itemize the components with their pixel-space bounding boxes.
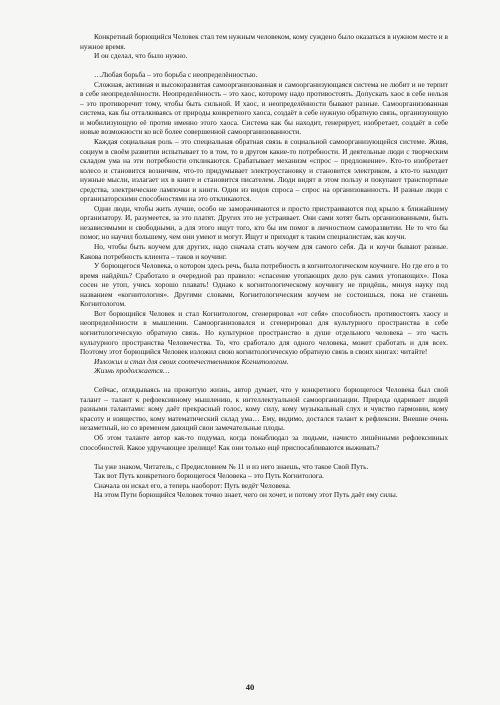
paragraph: Так вот Путь конкретного борющегося Человека – это Путь Когнитолога. [94,471,324,481]
paragraph: Но, чтобы быть коучем для других, надо сначала стать коучем для самого себя. Да и коучи бывают разные. Какова потребность клиента – таков и коучинг. [80,242,448,261]
paragraph: Жизнь продолжается… [94,366,170,376]
paragraph: Одни люди, чтобы жить лучше, особо не заморачиваются и просто пристраиваются под крыло к ближайшему организатору. И, разумеется, за это платят. Других это не устраивает. Они сами хотят быть организованными, быть независимыми и свободными, а для этого ищут того, кто бы им помог в личностном саморазвитии. Не то что бы помог, но научил большему, чем они умеют и могут. Ищут и приходят к таким специалистам, как коучи. [80,203,448,242]
paragraph: У борющегося Человека, о котором здесь речь, была потребность в когнитологическом коучинге. Но где его в то время найдёшь? Сработало в очередной раз правило: «спасение утопающих дело рук самих утопающих». Пока сосен не утоп, учись хорошо плавать! Однако к когнитологическому коучингу не придёшь, минуя науку под названием «когнитология». Другими словами, Когнитологическим коучем не состоишься, пока не станешь Когнитологом. [80,261,448,309]
paragraph-spacer [80,61,448,71]
paragraph: Каждая социальная роль – это специальная обратная связь в социальной самоорганизующейся системе. Живя, социум в своём развитии испытывает то в том, то в другом какие-то потребности. И деятельные люди с творческим складом ума на эти потребности откликаются. Срабатывает механизм «спрос – предложение». Кто-то изобретает колесо и становится возничим, что-то придумывает электроустановку и становится электриком, а кто-то находит нужные мысли, излагает их в книге и становится писателем. Люди видят в этом пользу и покупают транспортные средства, электрические лампочки и книги. Один из видов спроса – спрос на организованность. И разные люди с организаторскими способностями на это откликаются. [80,137,448,204]
paragraph: Сначала он искал его, а теперь наоборот: Путь ведёт Человека. [94,480,291,490]
paragraph: Об этом таланте автор как-то подумал, когда понаблюдал за людьми, начисто лишёнными рефлексивных способностей. Какое удручающее зрелище! Как они только ещё приспосабливаются выживать? [80,432,448,452]
paragraph: Вот борющийся Человек и стал Когнитологом, сгенерировал «от себя» способность противостоять хаосу и неопределённости в мышлении. Самоорганизовался и сгенерировал для культурного пространства в себе когнитологическую обратную связь. Но культурное пространство в душе отдельного человека – это часть культурного пространства Человечества. То, что сработало для одного человека, может сработать и для всех. Поэтому этот борющийся Человек изложил свою когнитологическую обратную связь в своих книгах: читайте! [80,308,448,357]
page-body [80,32,448,500]
paragraph: …Любая борьба – это борьба с неопределённостью. [94,70,258,80]
page-number: 40 [245,682,255,692]
paragraph-spacer [80,376,448,386]
paragraph: Конкретный борющийся Человек стал тем нужным человеком, кому суждено было оказаться в нужном месте и в нужное время. [80,32,448,51]
paragraph-spacer [80,452,448,462]
paragraph: И он сделал, что было нужно. [94,51,188,61]
paragraph: На этом Пути борющийся Человек точно знает, чего он хочет, и потому этот Путь даёт ему силы. [94,490,398,500]
paragraph: Сложная, активная и высокоразвитая самоорганизованная и самоорганизующаяся система не любит и не терпит в себе неопределённости. Неопределённость – это хаос, которому надо противостоять. Допускать хаос в себе нельзя – это противоречит тому, чтобы быть сильной. И хаос, и неопределённости бывают разные. Самоорганизованная система, как бы отталкиваясь от природы конкретного хаоса, создаёт в себе нужную обратную связь, организующую и мобилизующую её против именно этого хаоса. Система как бы находит, генерирует, изобретает, создаёт в себе новые возможности ко всё более совершенной самоорганизованности. [80,79,448,137]
paragraph: Ты уже знаком, Читатель, с Предисловием № 11 и из него знаешь, что такое Свой Путь. [94,461,369,471]
paragraph: Сейчас, оглядываясь на прожитую жизнь, автор думает, что у конкретного борющегося Человека был свой талант – талант к рефлексивному мышлению, к интеллектуальной самоорганизации. Природа одаривает людей разными талантами: кому даёт прекрасный голос, кому силу, кому музыкальный слух и чувство гармонии, кому красоту и изящество, кому математический склад ума… Ему, видимо, достался талант к рефлексии. Внешне очень незаметный, но со временем дающий свои замечательные плоды. [80,385,448,433]
paragraph: Изложил и стал для своих соотечественников Когнитологом. [94,356,289,366]
